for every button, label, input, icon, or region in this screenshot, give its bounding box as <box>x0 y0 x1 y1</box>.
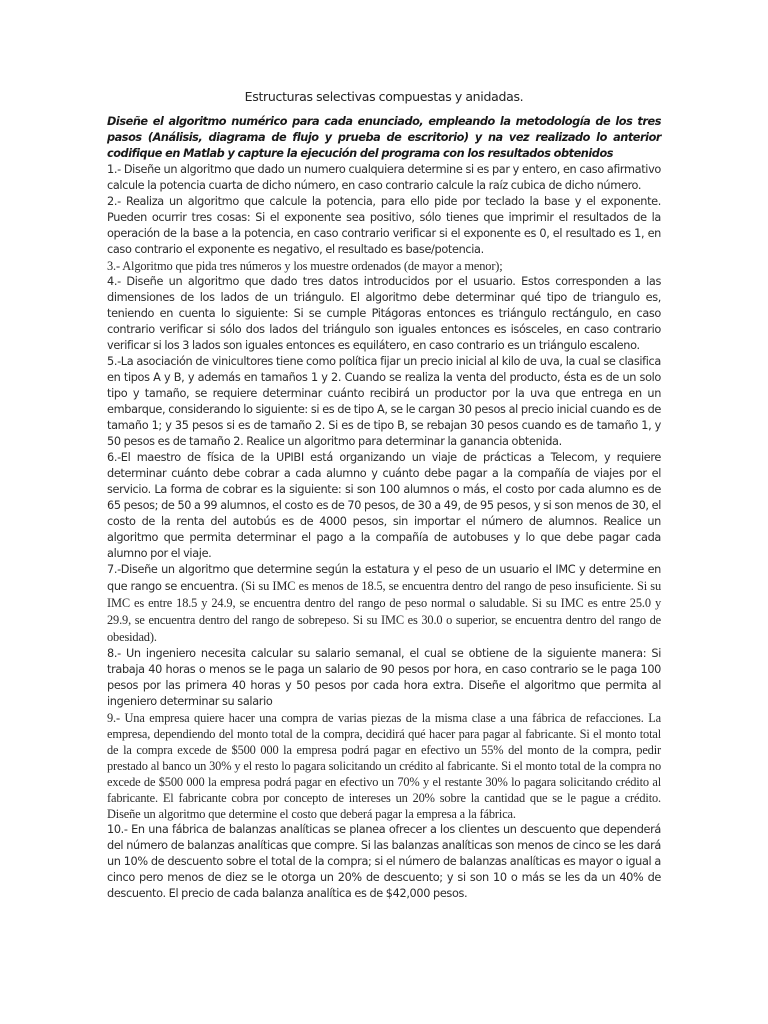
exercise-5: 5.-La asociación de vinicultores tiene como política fijar un precio inicial al kilo de uva, la cual se clasifica en tipos A y B, y además en tamaños 1 y 2. Cuando se realiza la venta del producto, ésta es de un solo tipo y tamaño, se requiere determinar cuánto recibirá un productor por la uva que entrega en un embarque, considerando lo siguiente: si es de tipo A, se le cargan 30 pesos al precio inicial cuando es de tamaño 1; y 35 pesos si es de tamaño 2. Si es de tipo B, se rebajan 30 pesos cuando es de tamaño 1, y 50 pesos es de tamaño 2. Realice un algoritmo para determinar la ganancia obtenida. <box>107 355 661 448</box>
exercise-1: 1.- Diseñe un algoritmo que dado un numero cualquiera determine si es par y entero, en caso afirmativo calcule la potencia cuarta de dicho número, en caso contrario calcule la raíz cubica de dicho número. <box>107 163 661 192</box>
exercise-2: 2.- Realiza un algoritmo que calcule la potencia, para ello pide por teclado la base y el exponente. Pueden ocurrir tres cosas: Si el exponente sea positivo, sólo tienes que imprimir el resultados de la operación de la base a la potencia, en caso contrario verificar si el exponente es 0, el resultado es 1, en caso contrario el exponente es negativo, el resultado es base/potencia. <box>107 195 661 256</box>
document-page <box>107 88 661 902</box>
document-title: Estructuras selectivas compuestas y anidadas. <box>244 89 524 104</box>
exercise-7 <box>107 562 661 646</box>
exercise-9: 9.- Una empresa quiere hacer una compra de varias piezas de la misma clase a una fábrica de refacciones. La empresa, dependiendo del monto total de la compra, decidirá qué hacer para pagar al fabricante. Si el monto total de la compra excede de $500 000 la empresa podrá pagar en efectivo un 55% del monto de la compra, pedir prestado al banco un 30% y el resto lo pagara solicitando un crédito al fabricante. Si el monto total de la compra no excede de $500 000 la empresa podrá pagar en efectivo un 70% y el restante 30% lo pagara solicitando crédito al fabricante. El fabricante cobra por concepto de intereses un 20% sobre la cantidad que se le pague a crédito. Diseñe un algoritmo que determine el costo que deberá pagar la empresa a la fábrica. <box>107 711 661 821</box>
exercise-3: 3.- Algoritmo que pida tres números y los muestre ordenados (de mayor a menor); <box>107 259 503 273</box>
exercise-10: 10.- En una fábrica de balanzas analíticas se planea ofrecer a los clientes un descuento que dependerá del número de balanzas analíticas que compre. Si las balanzas analíticas son menos de cinco se les dará un 10% de descuento sobre el total de la compra; si el número de balanzas analíticas es mayor o igual a cinco pero menos de diez se le otorga un 20% de descuento; y si son 10 o más se les da un 40% de descuento. El precio de cada balanza analítica es de $42,000 pesos. <box>107 823 661 900</box>
exercise-6: 6.-El maestro de física de la UPIBI está organizando un viaje de prácticas a Telecom, y requiere determinar cuánto debe cobrar a cada alumno y cuánto debe pagar a la compañía de viajes por el servicio. La forma de cobrar es la siguiente: si son 100 alumnos o más, el costo por cada alumno es de 65 pesos; de 50 a 99 alumnos, el costo es de 70 pesos, de 30 a 49, de 95 pesos, y si son menos de 30, el costo de la renta del autobús es de 4000 pesos, sin importar el número de alumnos. Realice un algoritmo que permita determinar el pago a la compañía de autobuses y lo que debe pagar cada alumno por el viaje. <box>107 451 661 560</box>
exercise-4: 4.- Diseñe un algoritmo que dado tres datos introducidos por el usuario. Estos corresponden a las dimensiones de los lados de un triángulo. El algoritmo debe determinar qué tipo de triangulo es, teniendo en cuenta lo siguiente: Si se cumple Pitágoras entonces es triángulo rectángulo, en caso contrario verificar si sólo dos lados del triángulo son iguales entonces es isósceles, en caso contrario verificar si los 3 lados son iguales entonces es equilátero, en caso contrario es un triángulo escaleno. <box>107 275 661 352</box>
exercise-7-statement: 7.-Diseñe un algoritmo que determine según la estatura y el peso de un usuario el IMC y determine en que rango se encuentra. <box>107 563 661 593</box>
document-instructions: Diseñe el algoritmo numérico para cada enunciado, empleando la metodología de los tres pasos (Análisis, diagrama de flujo y prueba de escritorio) y na vez realizado lo anterior codifique en Matlab y capture la ejecución del programa con los resultados obtenidos <box>107 115 661 160</box>
exercise-7-ranges: (Si su IMC es menos de 18.5, se encuentra dentro del rango de peso insuficiente. Si su IMC es entre 18.5 y 24.9, se encuentra dentro del rango de peso normal o saludable. Si su IMC es entre 25.0 y 29.9, se encuentra dentro del rango de sobrepeso. Si su IMC es 30.0 o superior, se encuentra dentro del rango de obesidad). <box>107 579 661 644</box>
exercise-8: 8.- Un ingeniero necesita calcular su salario semanal, el cual se obtiene de la siguiente manera: Si trabaja 40 horas o menos se le paga un salario de 90 pesos por hora, en caso contrario se le paga 100 pesos por las primera 40 horas y 50 pesos por cada hora extra. Diseñe el algoritmo que permita al ingeniero determinar su salario <box>107 647 661 708</box>
